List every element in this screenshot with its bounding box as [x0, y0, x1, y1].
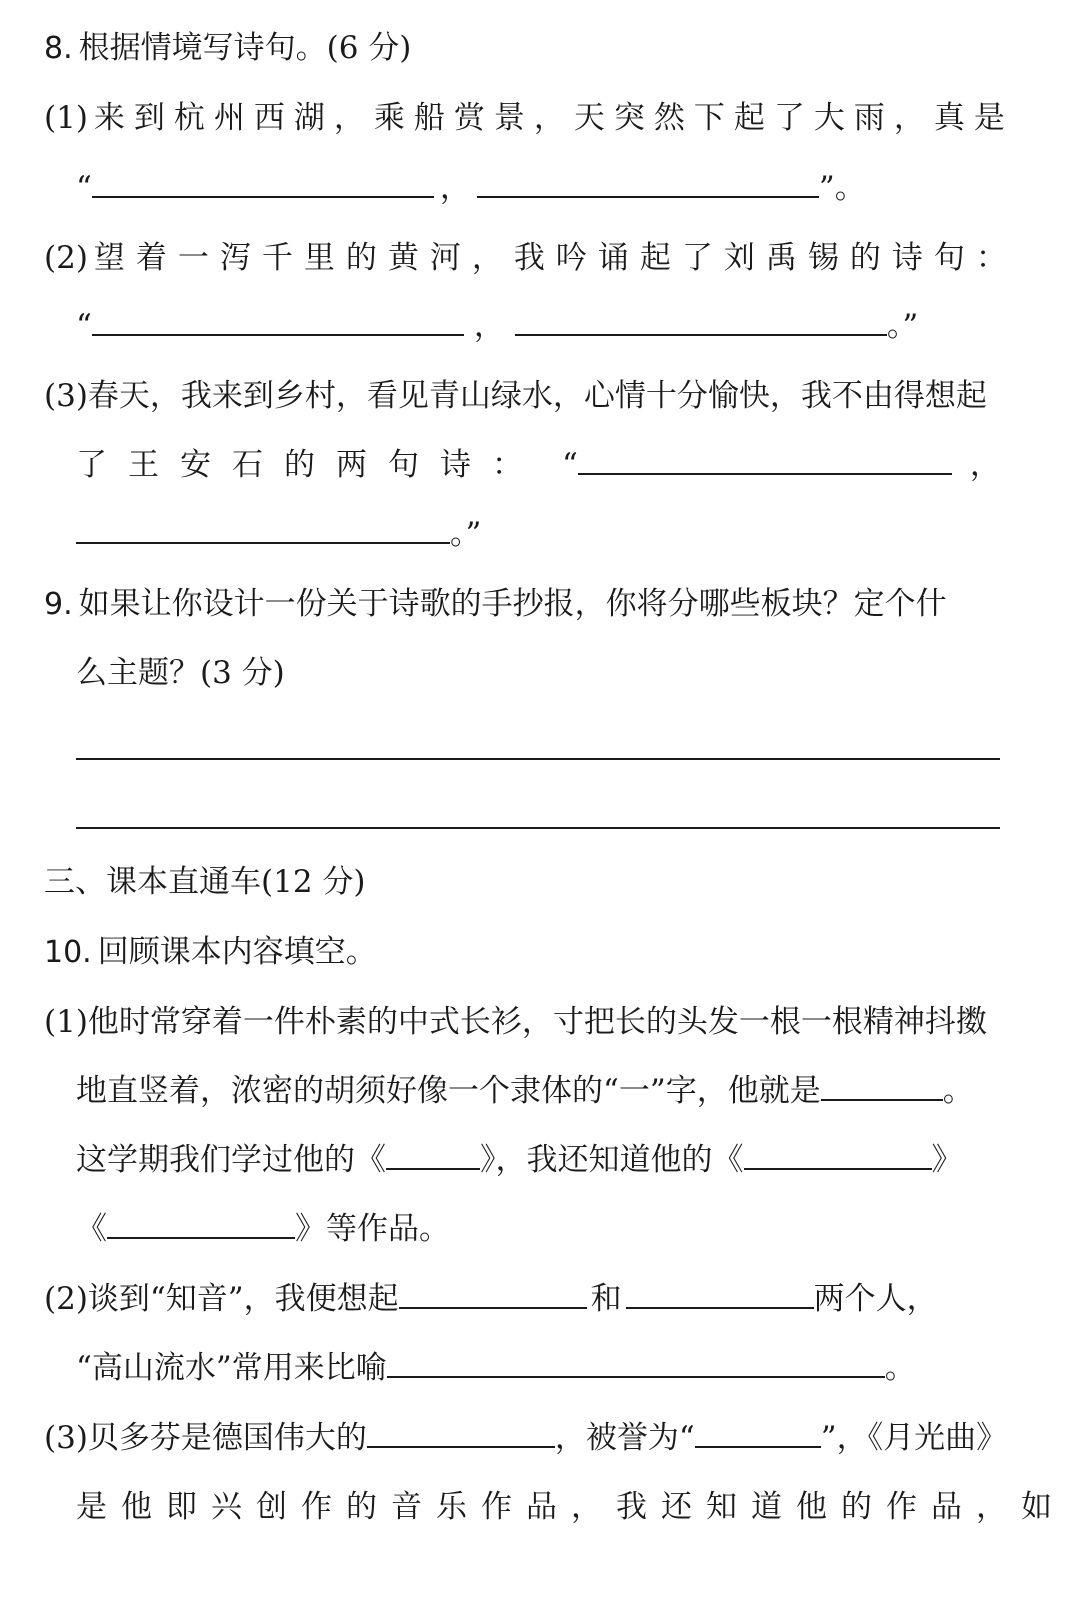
- q9-prompt2: 么主题？(3 分): [76, 655, 285, 691]
- q10-heading: [44, 930, 1020, 974]
- q10-item1-text4a: 《: [76, 1211, 107, 1247]
- q8-item3-text: 春天，我来到乡村，看见青山绿水，心情十分愉快，我不由得想起: [87, 378, 987, 414]
- q9-answer-line-1[interactable]: [76, 758, 1000, 760]
- section-3-title: [44, 860, 1020, 904]
- q8-item3-line3: [76, 512, 1020, 556]
- q10-item3-text2: 是他即兴创作的音乐作品，我还知道他的作品，如: [76, 1489, 1066, 1525]
- q8-item1-line2: [76, 166, 1020, 210]
- q9-number: 9.: [44, 587, 73, 622]
- q8-prompt: 根据情境写诗句。(6 分): [78, 30, 412, 66]
- q8-item1-line1: [44, 96, 1020, 140]
- q10-item1-text4b: 》等作品。: [295, 1211, 450, 1247]
- q8-item3-answer-blank-1[interactable]: [578, 443, 952, 475]
- q10-item2-label: (2): [44, 1281, 88, 1317]
- q9-prompt: 如果让你设计一份关于诗歌的手抄报，你将分哪些板块？定个什: [78, 586, 947, 622]
- q10-item1-text3a: 这学期我们学过他的《: [76, 1142, 386, 1178]
- q10-item2-answer-meaning[interactable]: [387, 1346, 885, 1378]
- q10-item3-answer-identity[interactable]: [367, 1416, 555, 1448]
- q8-item1-answer-blank-1[interactable]: [92, 166, 434, 198]
- q10-prompt: 回顾课本内容填空。: [97, 934, 377, 970]
- q10-item2-line2: [76, 1346, 1020, 1390]
- q10-item1-text3c: 》: [931, 1142, 963, 1178]
- q8-item1-open-quote: “: [76, 170, 92, 206]
- q8-item2-answer-blank-2[interactable]: [515, 304, 887, 336]
- q9-heading: [44, 582, 1020, 626]
- q10-item2-text1a: 谈到“知音”，我便想起: [87, 1281, 399, 1317]
- q10-item2-answer-person-1[interactable]: [399, 1277, 587, 1309]
- q10-item1-line4: [76, 1207, 1020, 1251]
- q10-item1-line3: [76, 1138, 1020, 1182]
- q10-item1-answer-person[interactable]: [821, 1069, 943, 1101]
- q10-item3-line1: [44, 1416, 1020, 1460]
- q8-item3-label: (3): [44, 378, 88, 414]
- q10-item1-answer-work-3[interactable]: [107, 1207, 295, 1239]
- q8-item3-line2: [76, 443, 1020, 487]
- q10-item3-label: (3): [44, 1420, 88, 1456]
- q8-item2-answer-blank-1[interactable]: [92, 304, 464, 336]
- q10-item1-answer-work-learned[interactable]: [386, 1138, 480, 1170]
- q10-item2-text2a: “高山流水”常用来比喻: [76, 1350, 387, 1386]
- q8-item3-text2: 了王安石的两句诗：: [76, 447, 544, 483]
- q10-item1-answer-work-2[interactable]: [744, 1138, 932, 1170]
- q9-answer-line-2[interactable]: [76, 827, 1000, 829]
- q10-item1-label: (1): [44, 1004, 88, 1040]
- q8-item3-close: 。”: [450, 516, 482, 552]
- q10-item3-line2: [76, 1485, 1066, 1529]
- q10-item3-text1c: ”，《月光曲》: [820, 1420, 1008, 1456]
- q8-item3-open-quote: “: [562, 447, 578, 483]
- q8-item3-line1: [44, 374, 1020, 418]
- q8-item2-line1: [44, 236, 1020, 280]
- q8-item1-comma: ，: [439, 170, 471, 206]
- q8-item2-label: (2): [44, 240, 88, 276]
- q8-item1-label: (1): [44, 100, 88, 136]
- q10-item1-text2: 地直竖着，浓密的胡须好像一个隶体的“一”字，他就是: [76, 1073, 821, 1109]
- q10-item2-text2-end: 。: [884, 1350, 916, 1386]
- q10-item2-answer-person-2[interactable]: [626, 1277, 814, 1309]
- q8-item3-answer-blank-2[interactable]: [76, 512, 450, 544]
- q10-item3-text1b: ，被誉为“: [554, 1420, 695, 1456]
- q8-item2-line2: [76, 304, 1020, 348]
- q8-item2-open-quote: “: [76, 308, 92, 344]
- q10-item2-text1b: 和: [590, 1281, 622, 1317]
- q8-item1-close: ”。: [818, 170, 866, 206]
- q8-item2-close: 。”: [886, 308, 919, 344]
- q10-item3-answer-title[interactable]: [695, 1416, 821, 1448]
- q8-item1-text: 来到杭州西湖，乘船赏景，天突然下起了大雨，真是: [93, 100, 1014, 136]
- section-3-title-text: 三、课本直通车(12 分): [44, 864, 366, 900]
- q10-item1-line1: [44, 1000, 1020, 1044]
- q8-item3-comma: ，: [969, 447, 1001, 483]
- q10-item1-text1: 他时常穿着一件朴素的中式长衫，寸把长的头发一根一根精神抖擞: [87, 1004, 987, 1040]
- q8-number: 8.: [44, 31, 73, 66]
- q9-prompt-line2: [76, 651, 1020, 695]
- q8-item1-answer-blank-2[interactable]: [477, 166, 819, 198]
- q8-heading: [44, 26, 1020, 70]
- q10-item2-line1: [44, 1277, 1020, 1321]
- q10-item3-text1a: 贝多芬是德国伟大的: [87, 1420, 367, 1456]
- q8-item2-text: 望着一泻千里的黄河，我吟诵起了刘禹锡的诗句：: [93, 240, 1018, 276]
- q10-item1-line2: [76, 1069, 1020, 1113]
- q8-item2-comma: ，: [473, 308, 505, 344]
- q10-number: 10.: [44, 935, 92, 970]
- q10-item2-text1c: 两个人，: [813, 1281, 938, 1317]
- q10-item1-text3b: 》，我还知道他的《: [480, 1142, 744, 1178]
- q10-item1-text2-end: 。: [942, 1073, 974, 1109]
